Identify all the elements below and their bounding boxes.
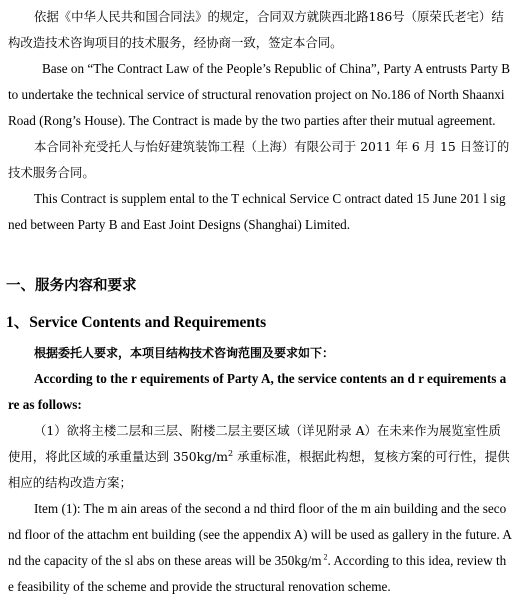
item1-en-superscript: 2: [321, 552, 328, 562]
supplement-paragraph-zh: 本合同补充受托人与怡好建筑装饰工程（上海）有限公司于 2011 年 6 月 15 日签订的技术服务合同。: [8, 139, 510, 180]
item1-zh-superscript: 2: [228, 448, 234, 458]
intro-paragraph-en: Base on “The Contract Law of the People’s Republic of China”, Party A entrusts Party B to undertake the technical service of structural renovation project on No.186 of North Shaanxi Road (Rong’s House). The Contract is made by the two parties after their mutual agreement.: [8, 61, 511, 128]
item1-zh-text-a: （1）欲将主楼二层和三层、附楼二层主要区域（详见附录 A）在未来作为展览室性质使用，将此区域的承重量达到 350kg/m: [8, 423, 501, 464]
item1-paragraph-en: [8, 496, 512, 600]
item1-en-text-a: Item (1): The m ain areas of the second a nd third floor of the m ain building and the second floor of the attachm ent building (see the appendix A) will be used as gallery in the future. And the capacity of the sl abs on these areas will be 350kg/m: [8, 501, 512, 568]
item1-zh-text-b: 承重标准，根据此构想，复核方案的可行性，提供相应的结构改造方案；: [8, 449, 510, 490]
intro-paragraph-zh: 依据《中华人民共和国合同法》的规定，合同双方就陕西北路186号（原荣氏老宅）结构改造技术咨询项目的技术服务，经协商一致，签定本合同。: [8, 9, 504, 50]
section-heading-zh: 一、服务内容和要求: [6, 278, 137, 294]
section-lead-zh: 根据委托人要求，本项目结构技术咨询范围及要求如下：: [34, 346, 335, 360]
item1-paragraph-zh: [8, 418, 512, 496]
supplement-paragraph-en: This Contract is supplem ental to the T echnical Service C ontract dated 15 June 201 l signed between Party B and East Joint Designs (Shanghai) Limited.: [8, 191, 506, 232]
item1-en-text-b: . According to this idea, review the feasibility of the scheme and provide the structural renovation scheme.: [8, 553, 507, 594]
section-lead-en: According to the r equirements of Party A, the service contents an d r equirements are as follows:: [8, 371, 507, 412]
section-heading-en: 1、Service Contents and Requirements: [6, 314, 267, 331]
